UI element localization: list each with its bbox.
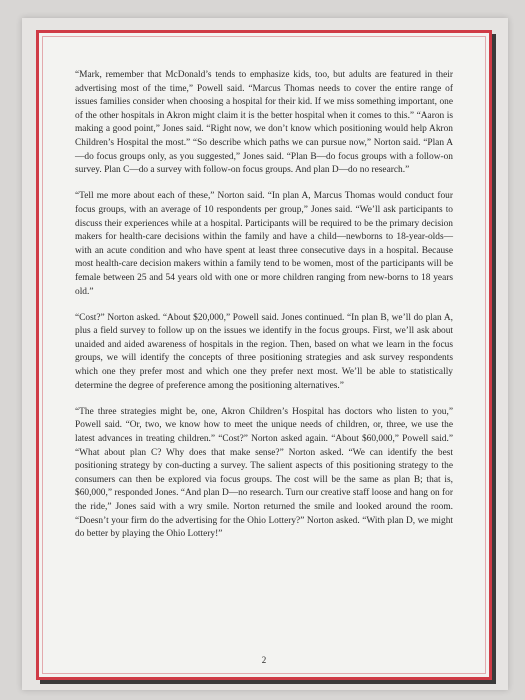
- paragraph-3: “Cost?” Norton asked. “About $20,000,” Powell said. Jones continued. “In plan B, we’ll do plan A, plus a field survey to follow up on the issues we identify in the focus groups. First, we’ll ask about unaided and aided awareness of hospitals in the region. Then, based on what we learn in the focus groups, we will identify the concepts of three positioning strategies and ask survey respondents which one they prefer most and which one they prefer next most. We’ll be able to statistically determine the degree of preference among the positioning alternatives.”: [75, 312, 453, 391]
- paragraph-1: “Mark, remember that McDonald’s tends to emphasize kids, too, but adults are featured in their advertising most of the time,” Powell said. “Marcus Thomas needs to cover the entire range of issues families consider when choosing a hospital for their kid. If we miss something important, one of the other hospitals in Akron might claim it is the better hospital when it comes to this.” “Aaron is making a good point,” Jones said. “Right now, we don’t know which positioning would help Akron Children’s Hospital the most.” “So describe which paths we can pursue now,” Norton said. “Plan A—do focus groups only, as you suggested,” Jones said. “Plan B—do focus groups with a follow-on survey. Plan C—do a survey with follow-on focus groups. And plan D—do no research.”: [75, 70, 453, 176]
- document-body: [75, 69, 453, 554]
- document-page: [36, 30, 492, 680]
- paragraph-4: “The three strategies might be, one, Akron Children’s Hospital has doctors who listen to you,” Powell said. “Or, two, we know how to meet the unique needs of children, or, three, we use the latest advances in treating children.” “Cost?” Norton asked again. “About $60,000,” Powell said.” “What about plan C? Why does that make sense?” Norton asked. “We can identify the best positioning strategy by con-ducting a survey. The salient aspects of this positioning strategy to the consumers can then be explored via focus groups. The cost will be the same as plan B; that is, $60,000,” responded Jones. “And plan D—no research. Turn our creative staff loose and hang on for the ride,” Jones said with a wry smile. Norton returned the smile and looked around the room. “Doesn’t your firm do the advertising for the Ohio Lottery?” Norton asked. “With plan D, we might do better by playing the Ohio Lottery!”: [75, 406, 453, 540]
- paragraph-2: “Tell me more about each of these,” Norton said. “In plan A, Marcus Thomas would conduct four focus groups, with an average of 10 respondents per group,” Jones said. “We’ll ask participants to discuss their experiences while at a hospital. Participants will be required to be the primary decision makers for health-care decisions within the family and have a child—newborns to 18-year-olds—with an acute condition and who have spent at least three consecutive days in a hospital. Because most health-care decision makers within a family tend to be women, most of the participants will be female between 25 and 54 years old with one or more children ranging from new-borns to 18 years old.”: [75, 191, 453, 297]
- page-number: 2: [261, 655, 267, 665]
